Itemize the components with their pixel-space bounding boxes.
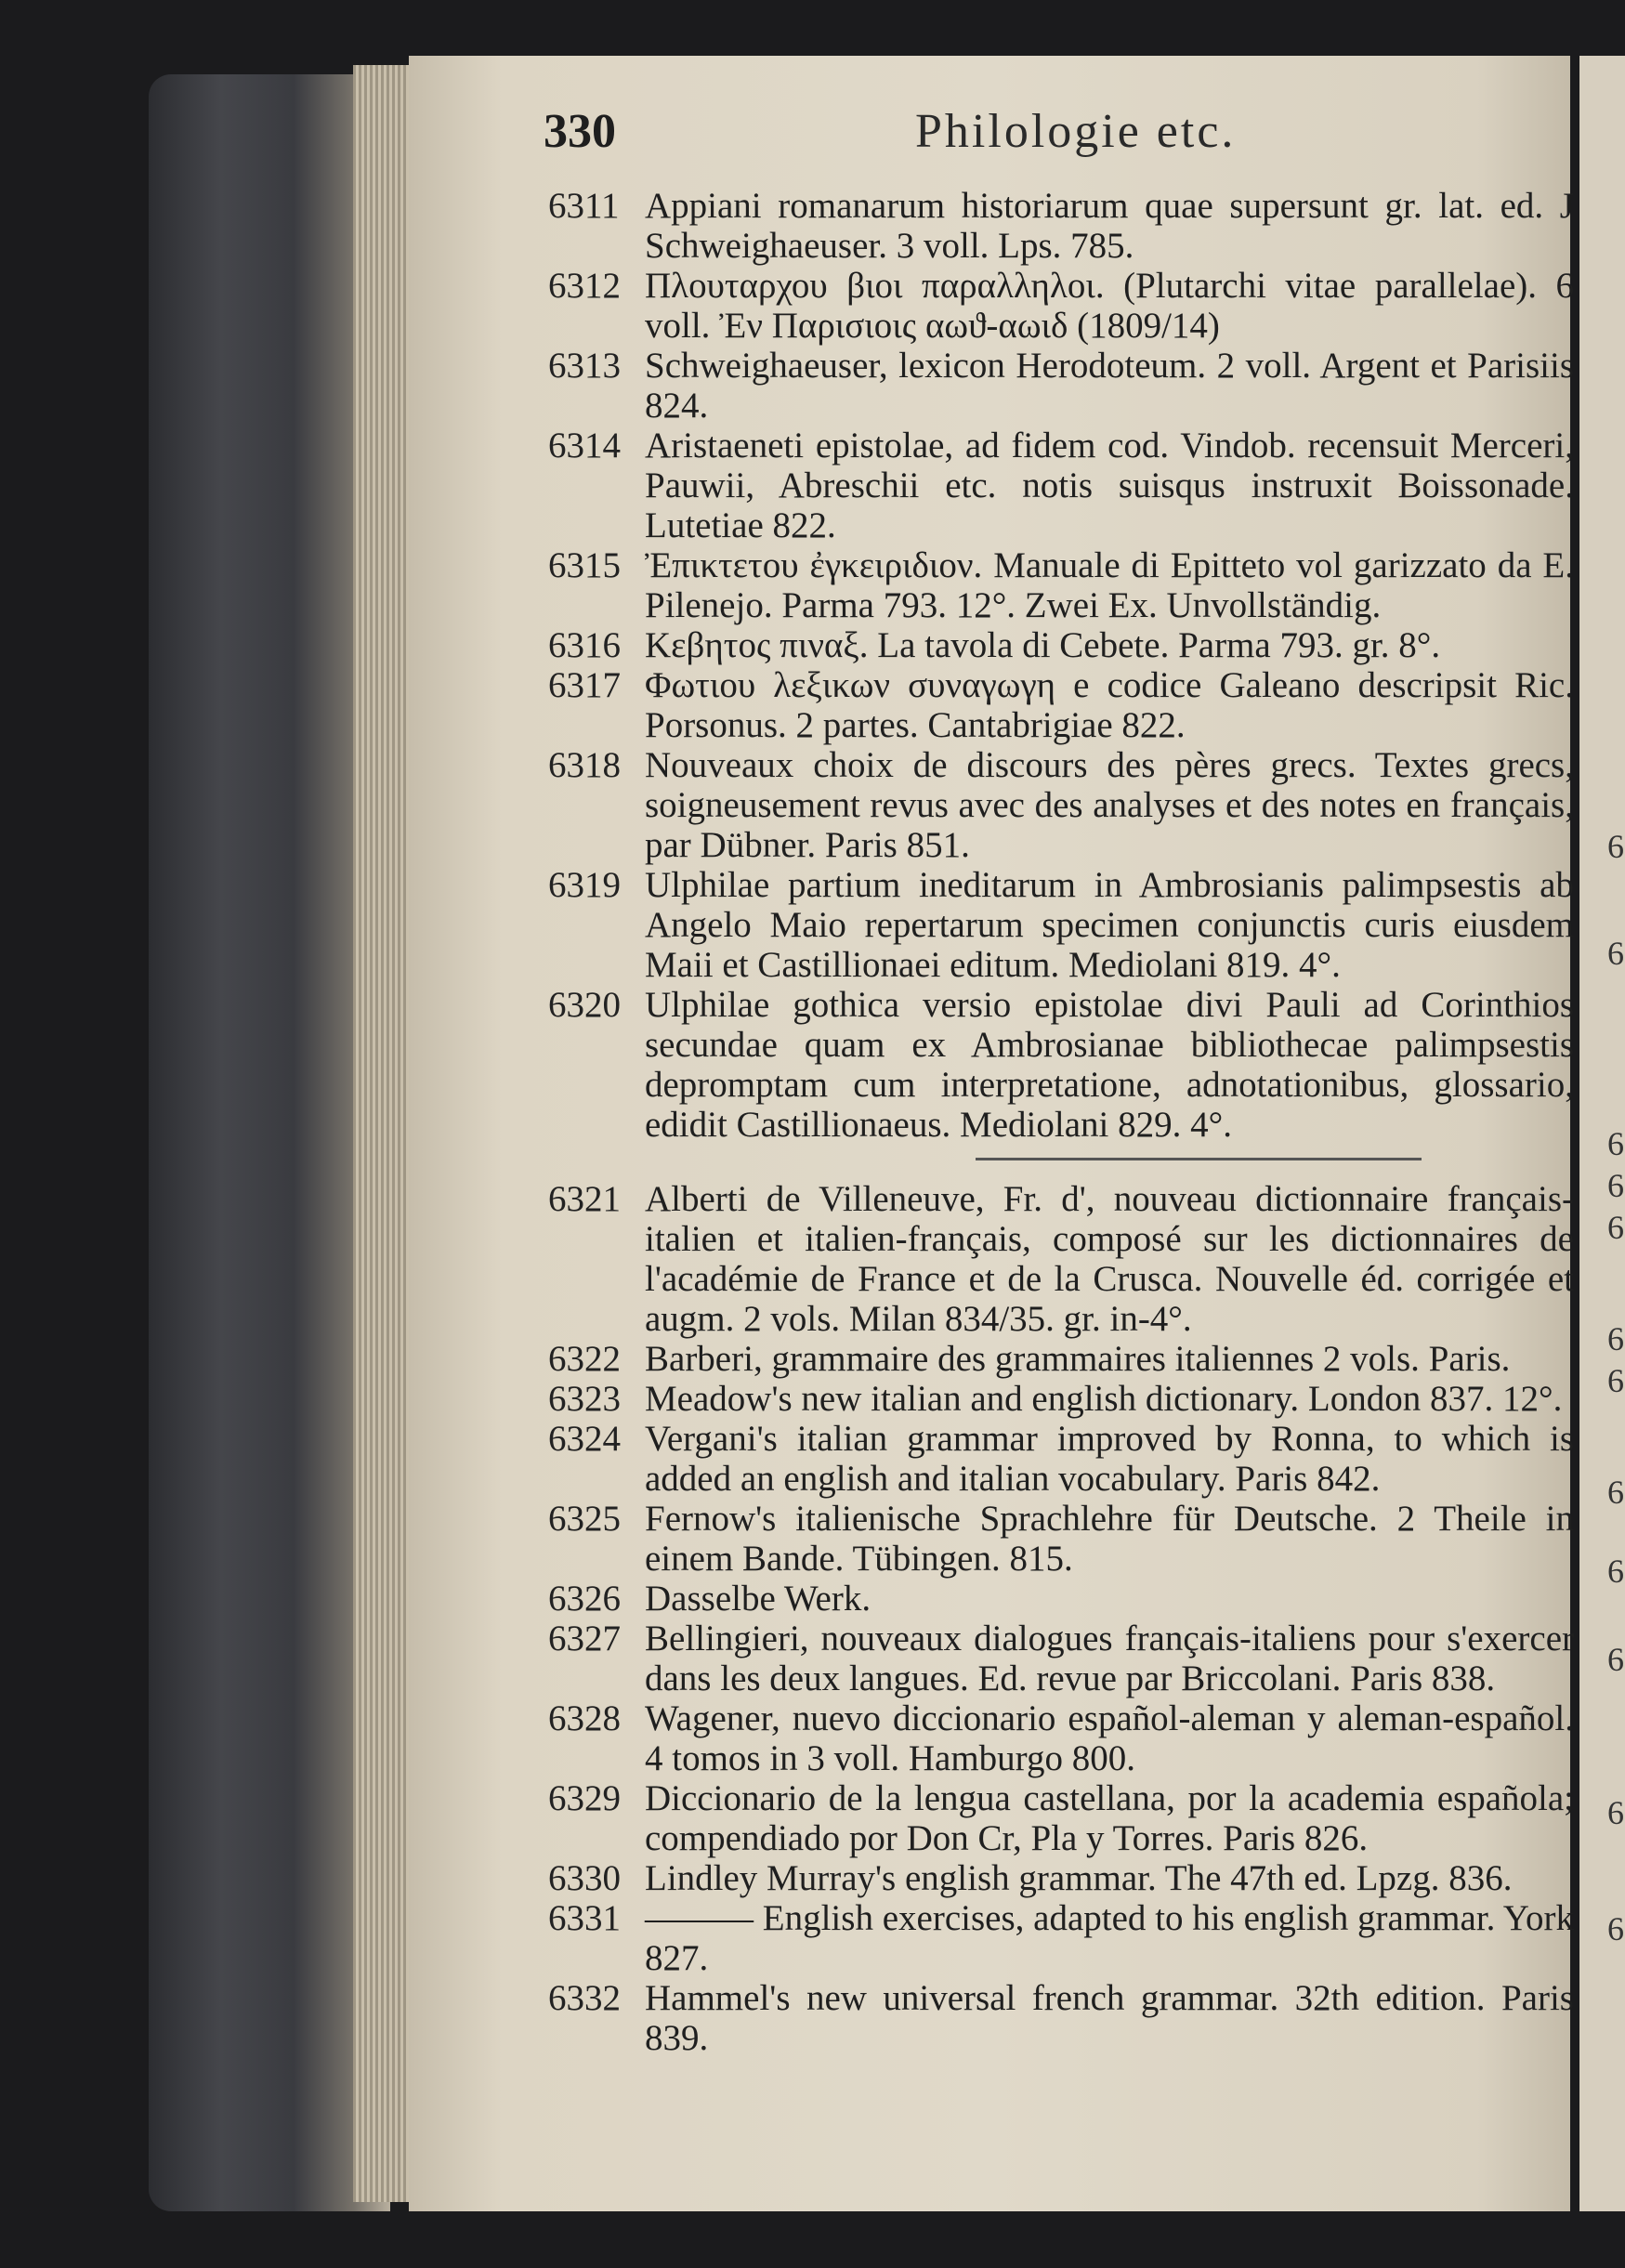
entry-number: 6314 xyxy=(548,426,621,465)
facing-mark: 6 xyxy=(1607,1794,1624,1831)
facing-mark: 6 xyxy=(1607,1167,1624,1204)
facing-mark: 6 xyxy=(1607,1553,1624,1590)
entry-text: Nouveaux choix de discours des pères grecs. Textes grecs, soigneusement revus avec des analyses et des notes en français, par Dübner. Paris 851. xyxy=(645,745,1574,865)
catalog-entry xyxy=(548,1179,1579,1339)
facing-mark: 6 xyxy=(1607,1209,1624,1246)
entry-text: Πλουταρχου βιοι παραλληλοι. (Plutarchi vitae parallelae). 6 voll. Ἐν Παρισιοις αωϑ-αωιδ (1809/14) xyxy=(645,266,1574,346)
entry-number: 6315 xyxy=(548,545,621,585)
entry-number: 6312 xyxy=(548,266,621,306)
entry-number: 6318 xyxy=(548,745,621,785)
entry-number: 6316 xyxy=(548,625,621,665)
catalog-entry xyxy=(548,1579,1579,1619)
entry-number: 6317 xyxy=(548,665,621,705)
catalog-entry xyxy=(548,186,1579,266)
catalog-entry xyxy=(548,346,1579,426)
facing-mark: 6 xyxy=(1607,1125,1624,1162)
facing-mark: 6 xyxy=(1607,1474,1624,1511)
entry-number: 6323 xyxy=(548,1379,621,1419)
catalog-entry xyxy=(548,1858,1579,1898)
running-title: Philologie etc. xyxy=(915,105,1237,158)
facing-mark: 6 xyxy=(1607,1910,1624,1947)
entry-text: Bellingieri, nouveaux dialogues français-italiens pour s'exercer dans les deux langues. Ed. revue par Briccolani. Paris 838. xyxy=(645,1619,1574,1698)
entry-text: Vergani's italian grammar improved by Ronna, to which is added an english and italian vocabulary. Paris 842. xyxy=(645,1419,1574,1499)
entry-number: 6322 xyxy=(548,1339,621,1379)
entry-text: Ἐπικτετου ἐγκειριδιον. Manuale di Epitteto vol garizzato da E. Pilenejo. Parma 793. 12°. Zwei Ex. Unvollständig. xyxy=(645,545,1574,625)
entries-before-rule xyxy=(548,186,1579,1145)
entries-after-rule xyxy=(548,1179,1579,2058)
catalog-entry xyxy=(548,1339,1579,1379)
facing-mark: 6 xyxy=(1607,1641,1624,1678)
entry-number: 6321 xyxy=(548,1179,621,1219)
catalog-entry xyxy=(548,1419,1579,1499)
entry-text: Wagener, nuevo diccionario español-aleman y aleman-español. 4 tomos in 3 voll. Hamburgo 800. xyxy=(645,1698,1574,1778)
entry-number: 6324 xyxy=(548,1419,621,1459)
catalog-entry xyxy=(548,1978,1579,2058)
catalog-entry xyxy=(548,665,1579,745)
entry-text: Diccionario de la lengua castellana, por la academia española; compendiado por Don Cr, Pla y Torres. Paris 826. xyxy=(645,1778,1574,1858)
entry-text: Κεβητος πιναξ. La tavola di Cebete. Parma 793. gr. 8°. xyxy=(645,625,1441,665)
entry-text: Dasselbe Werk. xyxy=(645,1579,871,1619)
entry-number: 6332 xyxy=(548,1978,621,2018)
catalog-entry xyxy=(548,1698,1579,1778)
entry-number: 6313 xyxy=(548,346,621,386)
catalog-entry xyxy=(548,426,1579,545)
facing-mark: 6 xyxy=(1607,935,1624,972)
entry-text: Schweighaeuser, lexicon Herodoteum. 2 voll. Argent et Parisiis 824. xyxy=(645,346,1574,426)
catalog-entry xyxy=(548,1778,1579,1858)
entry-text: Ulphilae gothica versio epistolae divi Pauli ad Corinthios secundae quam ex Ambrosianae bibliothecae palimpsestis depromptam cum interpretatione, adnotationibus, glossario, edidit Castillionaeus. Mediolani 829. 4°. xyxy=(645,985,1574,1145)
entry-text: ——— English exercises, adapted to his english grammar. York 827. xyxy=(645,1898,1574,1978)
page-number: 330 xyxy=(544,105,616,158)
catalog-entry xyxy=(548,266,1579,346)
entry-number: 6311 xyxy=(548,186,620,226)
entry-text: Fernow's italienische Sprachlehre für Deutsche. 2 Theile in einem Bande. Tübingen. 815. xyxy=(645,1499,1574,1579)
facing-mark: 6 xyxy=(1607,1320,1624,1357)
section-divider xyxy=(976,1158,1422,1160)
entry-text: Hammel's new universal french grammar. 32th edition. Paris 839. xyxy=(645,1978,1574,2058)
entry-number: 6327 xyxy=(548,1619,621,1658)
catalog-entry xyxy=(548,1619,1579,1698)
entry-number: 6329 xyxy=(548,1778,621,1818)
entry-number: 6325 xyxy=(548,1499,621,1539)
entry-text: Ulphilae partium ineditarum in Ambrosianis palimpsestis ab Angelo Maio repertarum specimen conjunctis curis eiusdem Maii et Castillionaei editum. Mediolani 819. 4°. xyxy=(645,865,1574,985)
catalog-entry xyxy=(548,865,1579,985)
catalog-entry xyxy=(548,1898,1579,1978)
catalog-entry xyxy=(548,985,1579,1145)
catalog-entries xyxy=(548,186,1579,2058)
catalog-entry xyxy=(548,1379,1579,1419)
facing-mark: 6 xyxy=(1607,1362,1624,1399)
entry-number: 6331 xyxy=(548,1898,621,1938)
facing-mark: 6 xyxy=(1607,828,1624,865)
catalog-entry xyxy=(548,745,1579,865)
page-header xyxy=(544,104,1566,169)
entry-text: Alberti de Villeneuve, Fr. d', nouveau dictionnaire français-italien et italien-français, composé sur les dictionnaires de l'académie de France et de la Crusca. Nouvelle éd. corrigée et augm. 2 vols. Milan 834/35. gr. in-4°. xyxy=(645,1179,1574,1339)
catalog-entry xyxy=(548,1499,1579,1579)
entry-number: 6326 xyxy=(548,1579,621,1619)
entry-text: Appiani romanarum historiarum quae supersunt gr. lat. ed. J Schweighaeuser. 3 voll. Lps. 785. xyxy=(645,186,1574,266)
entry-number: 6319 xyxy=(548,865,621,905)
entry-number: 6330 xyxy=(548,1858,621,1898)
entry-text: Aristaeneti epistolae, ad fidem cod. Vindob. recensuit Merceri, Pauwii, Abreschii etc. notis suisqus instruxit Boissonade. Lutetiae 822. xyxy=(645,426,1574,545)
entry-text: Φωτιου λεξικων συναγωγη e codice Galeano descripsit Ric. Porsonus. 2 partes. Cantabrigiae 822. xyxy=(645,665,1574,745)
entry-number: 6320 xyxy=(548,985,621,1025)
catalog-entry xyxy=(548,625,1579,665)
entry-text: Barberi, grammaire des grammaires italiennes 2 vols. Paris. xyxy=(645,1339,1511,1379)
catalog-entry xyxy=(548,545,1579,625)
entry-text: Meadow's new italian and english dictionary. London 837. 12°. xyxy=(645,1379,1563,1419)
entry-number: 6328 xyxy=(548,1698,621,1738)
entry-text: Lindley Murray's english grammar. The 47th ed. Lpzg. 836. xyxy=(645,1858,1513,1898)
